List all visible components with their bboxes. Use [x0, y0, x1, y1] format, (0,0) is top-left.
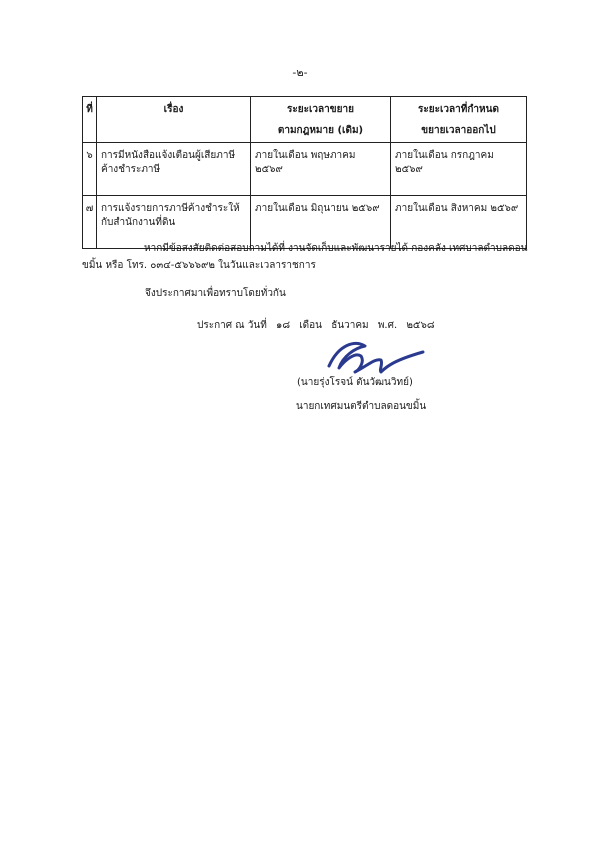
announcement-year-label: พ.ศ. — [377, 320, 398, 331]
announcement-year: ๒๕๖๘ — [406, 320, 435, 331]
row-subject: การแจ้งรายการภาษีค้างชำระให้กับสำนักงานที่ดิน — [97, 196, 251, 249]
schedule-table — [82, 96, 527, 249]
signer-title: นายกเทศมนตรีตำบลดอนขมิ้น — [296, 401, 427, 412]
row-subject: การมีหนังสือแจ้งเตือนผู้เสียภาษีค้างชำระภาษี — [97, 143, 251, 196]
header-no — [83, 97, 97, 143]
row-legal-period: ภายในเดือน มิถุนายน ๒๕๖๙ — [251, 196, 391, 249]
header-subject — [97, 97, 251, 143]
header-extended-period — [391, 97, 527, 143]
contact-paragraph: หากมีข้อสงสัยติดต่อสอบถามได้ที่ งานจัดเก็บและพัฒนารายได้ กองคลัง เทศบาลตำบลดอนขมิ้น หรือ โทร. ๐๓๔-๕๖๖๖๙๒ ในวันและเวลาราชการ — [82, 243, 528, 271]
row-number: ๖ — [83, 143, 97, 196]
announcement-month-label: เดือน — [299, 320, 322, 331]
row-extended-period: ภายในเดือน กรกฎาคม ๒๕๖๙ — [391, 143, 527, 196]
row-extended-period: ภายในเดือน สิงหาคม ๒๕๖๙ — [391, 196, 527, 249]
closing-statement: จึงประกาศมาเพื่อทราบโดยทั่วกัน — [145, 288, 286, 299]
page-number: -๒- — [292, 66, 308, 79]
announcement-label: ประกาศ ณ วันที่ — [197, 320, 267, 331]
signer-name: (นายรุ่งโรจน์ ตันวัฒนวิทย์) — [297, 377, 413, 388]
header-extended-period-line1: ระยะเวลาที่กำหนด — [418, 104, 499, 115]
announcement-month: ธันวาคม — [331, 320, 369, 331]
header-extended-period-line2: ขยายเวลาออกไป — [421, 125, 496, 136]
header-legal-period — [251, 97, 391, 143]
header-no-text: ที่ — [86, 104, 93, 115]
header-subject-text: เรื่อง — [163, 104, 184, 115]
table-row — [83, 143, 527, 196]
announcement-date — [197, 318, 441, 333]
row-number: ๗ — [83, 196, 97, 249]
table-header-row — [83, 97, 527, 143]
announcement-day: ๑๘ — [275, 320, 291, 331]
header-legal-period-line1: ระยะเวลาขยาย — [287, 104, 354, 115]
row-legal-period: ภายในเดือน พฤษภาคม ๒๕๖๙ — [251, 143, 391, 196]
header-legal-period-line2: ตามกฎหมาย (เดิม) — [277, 125, 364, 136]
